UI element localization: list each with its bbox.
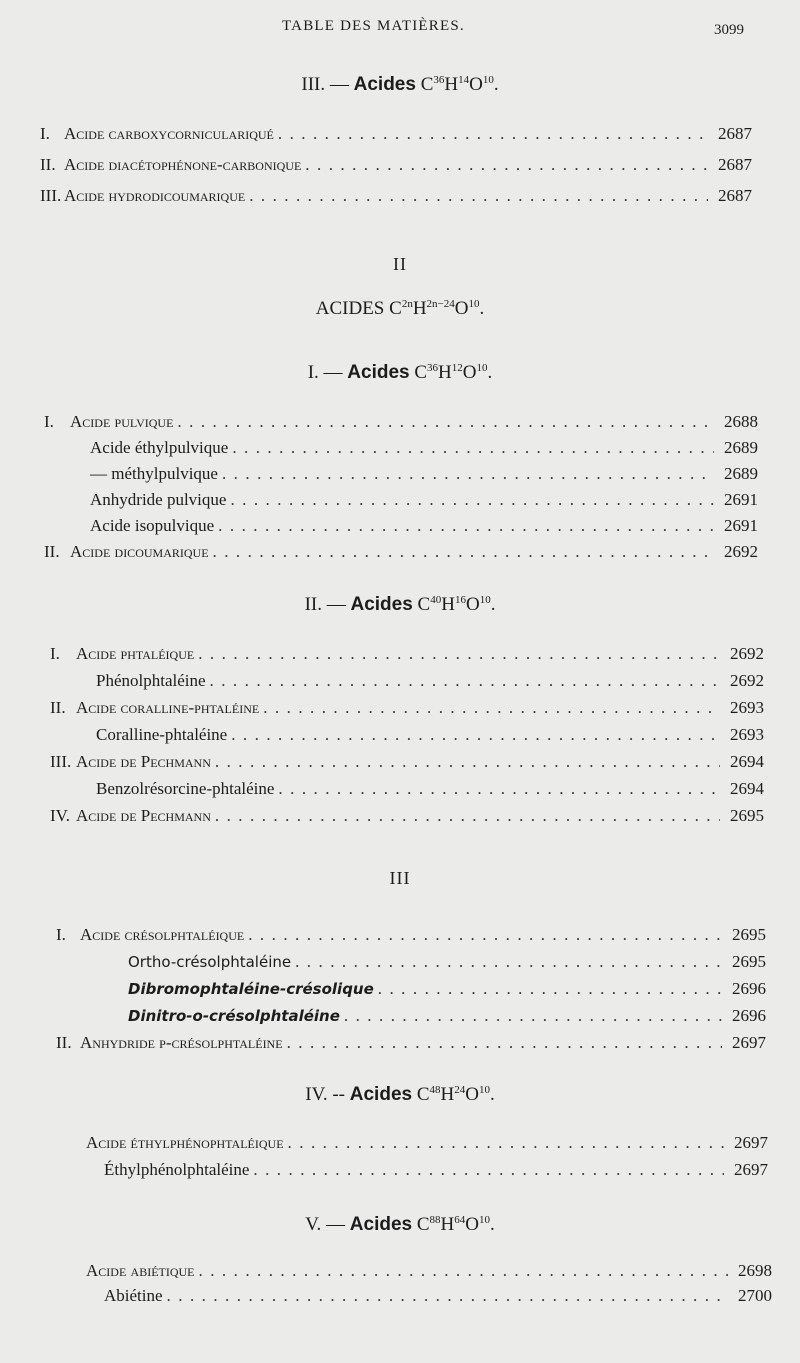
section-roman: III. [301, 74, 326, 96]
section-heading-c36h12: I. — Acides $C^{36}H^{12}O^{10}$. [307, 362, 493, 384]
part-roman-iii: III [389, 868, 411, 888]
dot-leader [287, 1030, 722, 1056]
toc-entry [0, 749, 800, 775]
entry-page: 2691 [724, 490, 758, 509]
toc-entry [0, 949, 800, 975]
entry-title: Phénolphtaléine [96, 671, 206, 690]
dot-leader [263, 695, 720, 721]
entry-number: III. [40, 186, 62, 205]
toc-entry [0, 1258, 800, 1284]
toc-entry [0, 803, 800, 829]
formula: $C^{88}H^{64}O^{10}$. [416, 1214, 495, 1236]
formula: $C^{40}H^{16}O^{10}$. [417, 594, 496, 616]
dot-leader [253, 1157, 724, 1183]
toc-entry [0, 695, 800, 721]
entry-title: Acide éthylpulvique [90, 438, 229, 457]
entry-page: 2687 [718, 124, 752, 143]
entry-page: 2692 [730, 671, 764, 690]
toc-entry [0, 539, 800, 565]
entry-number: II. [44, 542, 60, 561]
toc-entry [0, 1003, 800, 1029]
toc-entry [0, 1283, 800, 1309]
entry-number: II. [50, 698, 66, 717]
entry-title: Acide isopulvique [90, 516, 215, 535]
entry-page: 2687 [718, 155, 752, 174]
entry-title: Acide carboxycorniculariqué [64, 124, 274, 143]
toc-entry [0, 641, 800, 667]
dot-leader [232, 435, 714, 461]
entry-title: Ortho-crésolphtaléine [128, 953, 292, 971]
entry-page: 2688 [724, 412, 758, 431]
entry-page: 2689 [724, 438, 758, 457]
section-heading-c88h64: V. — Acides $C^{88}H^{64}O^{10}$. [305, 1214, 495, 1236]
dot-leader [231, 722, 720, 748]
dot-leader [215, 749, 720, 775]
section-heading-c36h14 [0, 74, 800, 96]
entry-title: Benzolrésorcine-phtaléine [96, 779, 275, 798]
entry-page: 2696 [732, 1006, 766, 1025]
formula: $C^{48}H^{24}O^{10}$. [416, 1084, 495, 1106]
part-roman-ii: II [393, 254, 407, 274]
entry-title: Acide hydrodicoumarique [64, 186, 246, 205]
entry-number: IV. [50, 806, 70, 825]
dot-leader [199, 1258, 728, 1284]
entry-number: I. [44, 412, 54, 431]
dot-leader [198, 641, 720, 667]
toc-entry [0, 776, 800, 802]
entry-page: 2692 [724, 542, 758, 561]
toc-entry [0, 1157, 800, 1183]
entry-page: 2687 [718, 186, 752, 205]
toc-entry [0, 121, 800, 147]
toc-entry [0, 976, 800, 1002]
part-title: ACIDES $C^{2n}H^{2n-24}O^{10}$. [315, 298, 485, 320]
formula: $C^{36}H^{14}O^{10}$. [420, 74, 499, 96]
dot-leader [230, 487, 714, 513]
dot-leader [295, 949, 722, 975]
dot-leader [177, 409, 714, 435]
entry-title: Abiétine [104, 1286, 163, 1305]
dot-leader [213, 539, 714, 565]
dot-leader [305, 152, 708, 178]
dot-leader [248, 922, 722, 948]
entry-title: Acide dicoumarique [70, 542, 209, 561]
page-number: 3099 [714, 22, 744, 38]
section-heading-c48h24: IV. -- Acides $C^{48}H^{24}O^{10}$. [305, 1084, 495, 1106]
entry-page: 2693 [730, 698, 764, 717]
entry-title: Acide de Pechmann [76, 806, 211, 825]
dot-leader [210, 668, 720, 694]
entry-title: Dinitro-o-crésolphtaléine [128, 1007, 340, 1025]
entry-number: II. [40, 155, 56, 174]
entry-page: 2696 [732, 979, 766, 998]
dot-leader [278, 121, 708, 147]
entry-number: II. [56, 1033, 72, 1052]
entry-title: — méthylpulvique [90, 464, 218, 483]
toc-entry [0, 435, 800, 461]
entry-page: 2694 [730, 752, 764, 771]
toc-entry [0, 922, 800, 948]
entry-number: I. [40, 124, 50, 143]
entry-page: 2700 [738, 1286, 772, 1305]
section-dash: — [329, 74, 349, 96]
entry-title: Acide diacétophénone-carbonique [64, 155, 302, 174]
entry-title: Acide éthylphénophtaléique [86, 1133, 284, 1152]
toc-entry [0, 1130, 800, 1156]
entry-page: 2695 [730, 806, 764, 825]
entry-page: 2695 [732, 925, 766, 944]
formula: $C^{2n}H^{2n-24}O^{10}$. [389, 298, 485, 320]
entry-page: 2689 [724, 464, 758, 483]
entry-title: Acide abiétique [86, 1261, 195, 1280]
formula: $C^{36}H^{12}O^{10}$. [414, 362, 493, 384]
entry-title: Dibromophtaléine-crésolique [128, 980, 374, 998]
running-title: TABLE DES MATIÈRES. [282, 18, 465, 34]
dot-leader [344, 1003, 722, 1029]
entry-page: 2698 [738, 1261, 772, 1280]
entry-page: 2695 [732, 952, 766, 971]
dot-leader [222, 461, 714, 487]
entry-number: I. [56, 925, 66, 944]
entry-title: Éthylphénolphtaléine [104, 1160, 250, 1179]
toc-entry [0, 461, 800, 487]
entry-page: 2693 [730, 725, 764, 744]
toc-entry [0, 668, 800, 694]
dot-leader [218, 513, 714, 539]
toc-entry [0, 1030, 800, 1056]
toc-entry [0, 487, 800, 513]
dot-leader [288, 1130, 724, 1156]
toc-entry [0, 409, 800, 435]
entry-page: 2697 [734, 1133, 768, 1152]
dot-leader [167, 1283, 728, 1309]
entry-title: Acide crésolphtaléique [80, 925, 245, 944]
entry-page: 2694 [730, 779, 764, 798]
entry-title: Anhydride p-crésolphtaléine [80, 1033, 283, 1052]
dot-leader [215, 803, 720, 829]
dot-leader [278, 776, 720, 802]
entry-number: I. [50, 644, 60, 663]
entry-title: Coralline-phtaléine [96, 725, 228, 744]
dot-leader [249, 183, 708, 209]
dot-leader [378, 976, 722, 1002]
section-heading-c40h16: II. — Acides $C^{40}H^{16}O^{10}$. [304, 594, 496, 616]
entry-title: Acide pulvique [70, 412, 174, 431]
entry-page: 2697 [732, 1033, 766, 1052]
entry-page: 2691 [724, 516, 758, 535]
entry-page: 2697 [734, 1160, 768, 1179]
entry-title: Acide de Pechmann [76, 752, 211, 771]
toc-entry [0, 513, 800, 539]
toc-entry [0, 722, 800, 748]
entry-number: III. [50, 752, 72, 771]
entry-title: Anhydride pulvique [90, 490, 227, 509]
page-header [0, 14, 800, 44]
entry-title: Acide phtaléique [76, 644, 195, 663]
toc-entry [0, 152, 800, 178]
toc-entry [0, 183, 800, 209]
entry-title: Acide coralline-phtaléine [76, 698, 260, 717]
entry-page: 2692 [730, 644, 764, 663]
section-label: Acides [353, 74, 416, 96]
